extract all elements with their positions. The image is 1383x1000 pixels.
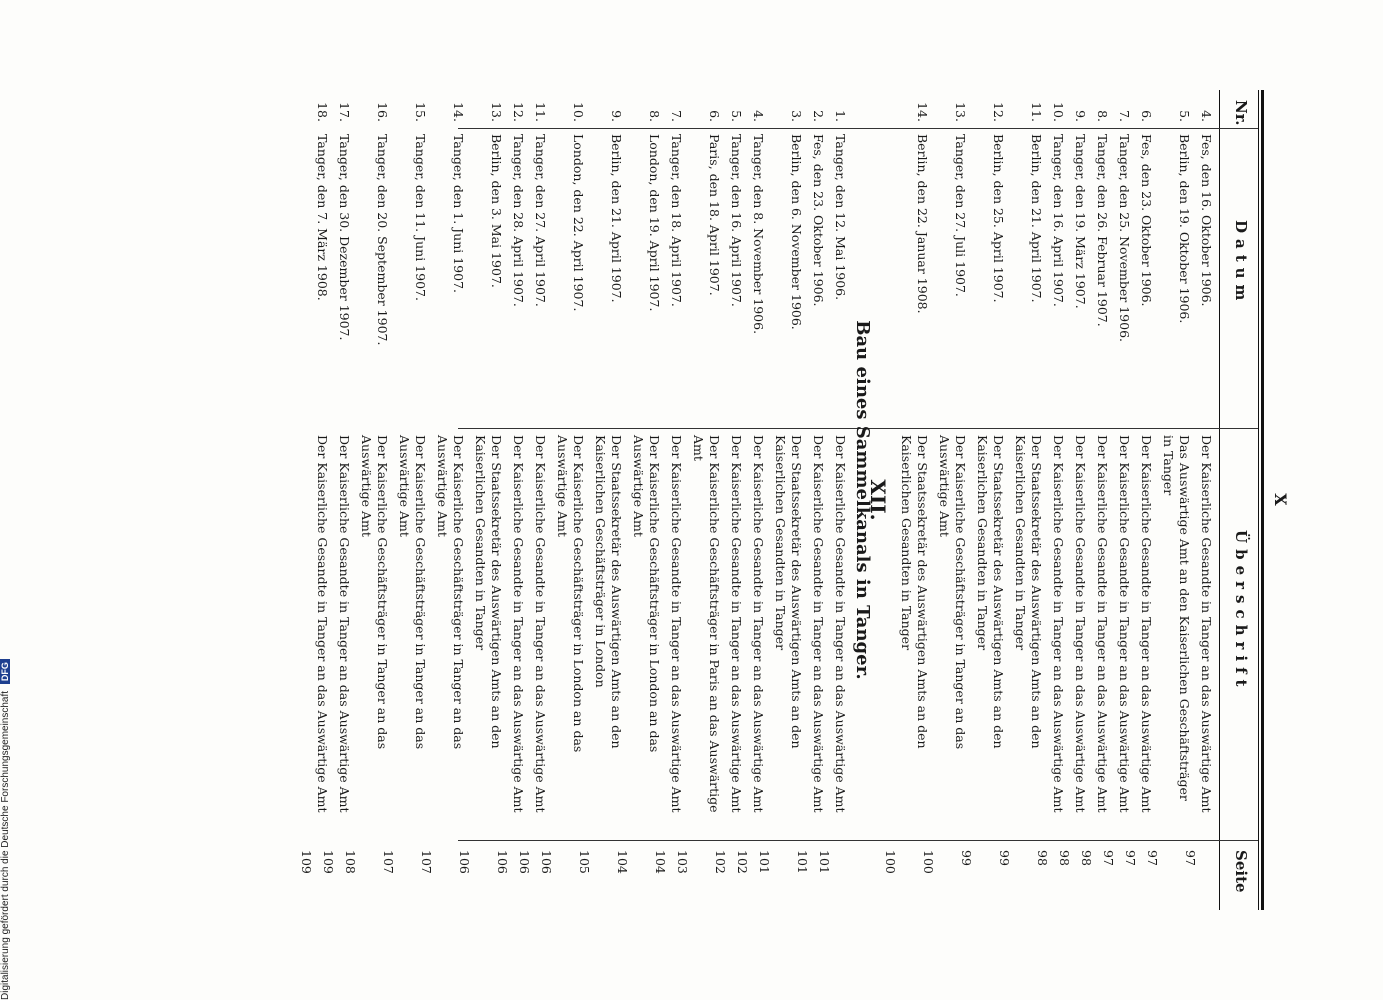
row-title: Der Kaiserliche Gesandte in Tanger an das Auswärtige Amt	[1139, 435, 1154, 813]
row-nr: 5.	[1177, 110, 1192, 122]
row-seite: 97	[1183, 850, 1198, 866]
row-seite: 97	[1123, 850, 1138, 866]
table-body	[299, 90, 1214, 910]
row-datum: Fes, den 23. Oktober 1906.	[811, 134, 826, 307]
row-nr: 17.	[337, 102, 352, 122]
section-number: XII.	[866, 479, 890, 521]
header-nr: Nr.	[1232, 100, 1250, 126]
row-datum: Berlin, den 22. Januar 1908.	[915, 134, 930, 314]
row-title: Der Kaiserliche Geschäftsträger in Tanger an das Auswärtige Amt	[937, 435, 968, 750]
row-seite: 102	[735, 850, 750, 874]
row-seite: 103	[675, 850, 690, 874]
row-seite: 106	[539, 850, 554, 874]
row-nr: 11.	[533, 102, 548, 122]
row-datum: Tanger, den 11. Juni 1907.	[413, 134, 428, 301]
header-ueberschrift: Überschrift	[1232, 530, 1250, 693]
row-datum: Berlin, den 3. Mai 1907.	[489, 134, 504, 288]
row-datum: Tanger, den 20. September 1907.	[375, 134, 390, 346]
row-datum: Tanger, den 16. April 1907.	[729, 134, 744, 307]
row-nr: 14.	[915, 102, 930, 122]
row-datum: Fes, den 23. Oktober 1906.	[1139, 134, 1154, 307]
row-title: Der Staatssekretär des Auswärtigen Amts an den Kaiserlichen Gesandten in Tanger	[899, 435, 930, 749]
row-datum: Tanger, den 27. Juli 1907.	[953, 134, 968, 297]
row-title: Der Kaiserliche Gesandte in Tanger an das Auswärtige Amt	[751, 435, 766, 813]
row-datum: Berlin, den 21. April 1907.	[1029, 134, 1044, 303]
row-datum: Berlin, den 6. November 1906.	[789, 134, 804, 330]
row-nr: 14.	[451, 102, 466, 122]
row-datum: Tanger, den 25. November 1906.	[1117, 134, 1132, 343]
row-datum: Tanger, den 26. Februar 1907.	[1095, 134, 1110, 327]
row-title: Der Kaiserliche Gesandte in Tanger an das Auswärtige Amt	[511, 435, 526, 813]
row-datum: London, den 19. April 1907.	[647, 134, 662, 312]
row-seite: 100	[921, 850, 936, 874]
row-nr: 9.	[609, 110, 624, 122]
row-seite: 105	[577, 850, 592, 874]
row-seite: 104	[615, 850, 630, 874]
row-seite: 106	[457, 850, 472, 874]
row-nr: 4.	[1199, 110, 1214, 122]
row-seite: 98	[1079, 850, 1094, 866]
row-seite: 99	[959, 850, 974, 866]
row-seite: 101	[757, 850, 772, 874]
row-nr: 8.	[1095, 110, 1110, 122]
row-title: Der Kaiserliche Gesandte in Tanger an das Auswärtige Amt	[1095, 435, 1110, 813]
row-nr: 7.	[1117, 110, 1132, 122]
row-datum: Tanger, den 1. Juni 1907.	[451, 134, 466, 294]
row-title: Der Kaiserliche Gesandte in Tanger an das Auswärtige Amt	[1073, 435, 1088, 813]
row-title: Der Kaiserliche Geschäftsträger in Tanger an das Auswärtige Amt	[359, 435, 390, 750]
row-title: Der Kaiserliche Gesandte in Tanger an das Auswärtige Amt	[337, 435, 352, 813]
page-number: X	[1271, 493, 1290, 507]
row-nr: 8.	[647, 110, 662, 122]
header-datum: Datum	[1232, 220, 1250, 307]
row-nr: 13.	[489, 102, 504, 122]
row-nr: 10.	[1051, 102, 1066, 122]
row-title: Der Kaiserliche Gesandte in Tanger an das Auswärtige Amt	[315, 435, 330, 813]
row-title: Der Kaiserliche Geschäftsträger in Tanger an das Auswärtige Amt	[397, 435, 428, 750]
credit-text: Digitalisierung gefördert durch die Deutsche Forschungsgemeinschaft	[0, 690, 11, 1000]
dfg-logo: DFG	[0, 659, 10, 684]
header-seite: Seite	[1232, 850, 1250, 893]
row-datum: Paris, den 18. April 1907.	[707, 134, 722, 296]
row-title: Der Kaiserliche Gesandte in Tanger an das Auswärtige Amt	[1051, 435, 1066, 813]
row-title: Der Staatssekretär des Auswärtigen Amts an den Kaiserlichen Gesandten in Tanger	[473, 435, 504, 749]
row-seite: 98	[1057, 850, 1072, 866]
top-rule-thin	[1258, 90, 1259, 910]
row-seite: 101	[817, 850, 832, 874]
row-nr: 6.	[1139, 110, 1154, 122]
row-title: Der Kaiserliche Geschäftsträger in Tanger an das Auswärtige Amt	[435, 435, 466, 750]
row-datum: Tanger, den 12. Mai 1906.	[833, 134, 848, 301]
row-datum: Tanger, den 19. März 1907.	[1073, 134, 1088, 309]
row-datum: Tanger, den 28. April 1907.	[511, 134, 526, 307]
row-datum: Tanger, den 16. April 1907.	[1051, 134, 1066, 307]
top-rule-thick	[1261, 90, 1264, 910]
row-title: Der Kaiserliche Gesandte in Tanger an das Auswärtige Amt	[729, 435, 744, 813]
digitization-credit	[0, 600, 11, 1000]
row-title: Der Staatssekretär des Auswärtigen Amts an den Kaiserlichen Geschäftsträger in London	[593, 435, 624, 749]
row-title: Der Kaiserliche Gesandte in Tanger an das Auswärtige Amt	[1199, 435, 1214, 813]
row-datum: Tanger, den 8. November 1906.	[751, 134, 766, 335]
row-seite: 97	[1101, 850, 1116, 866]
row-nr: 2.	[811, 110, 826, 122]
row-seite: 98	[1035, 850, 1050, 866]
row-datum: Fes, den 16. Oktober 1906.	[1199, 134, 1214, 307]
row-seite: 99	[997, 850, 1012, 866]
row-nr: 4.	[751, 110, 766, 122]
row-title: Der Kaiserliche Gesandte in Tanger an das Auswärtige Amt	[833, 435, 848, 813]
row-datum: Berlin, den 25. April 1907.	[991, 134, 1006, 303]
row-title: Der Kaiserliche Geschäftsträger in London an das Auswärtige Amt	[555, 435, 586, 753]
row-nr: 11.	[1029, 102, 1044, 122]
row-nr: 16.	[375, 102, 390, 122]
row-nr: 7.	[669, 110, 684, 122]
row-datum: Berlin, den 19. Oktober 1906.	[1177, 134, 1192, 324]
row-nr: 3.	[789, 110, 804, 122]
row-nr: 12.	[991, 102, 1006, 122]
row-nr: 12.	[511, 102, 526, 122]
row-seite: 100	[883, 850, 898, 874]
row-seite: 108	[343, 850, 358, 874]
rotated-page-content	[180, 90, 1290, 910]
row-nr: 13.	[953, 102, 968, 122]
row-seite: 107	[381, 850, 396, 874]
row-datum: London, den 22. April 1907.	[571, 134, 586, 312]
section-title: Bau eines Sammelkanals in Tanger.	[852, 320, 873, 680]
row-datum: Tanger, den 27. April 1907.	[533, 134, 548, 307]
row-title: Der Kaiserliche Gesandte in Tanger an das Auswärtige Amt	[669, 435, 684, 813]
row-nr: 1.	[833, 110, 848, 122]
row-seite: 101	[795, 850, 810, 874]
row-seite: 102	[713, 850, 728, 874]
row-seite: 107	[419, 850, 434, 874]
row-nr: 10.	[571, 102, 586, 122]
row-seite: 106	[495, 850, 510, 874]
row-seite: 109	[299, 850, 314, 874]
row-seite: 104	[653, 850, 668, 874]
row-nr: 15.	[413, 102, 428, 122]
row-title: Der Kaiserliche Gesandte in Tanger an das Auswärtige Amt	[533, 435, 548, 813]
table-row	[299, 90, 330, 910]
row-datum: Tanger, den 7. März 1908.	[315, 134, 330, 301]
table-row	[883, 90, 930, 910]
row-title: Der Kaiserliche Geschäftsträger in London an das Auswärtige Amt	[631, 435, 662, 753]
row-title: Der Staatssekretär des Auswärtigen Amts an den Kaiserlichen Gesandten in Tanger	[975, 435, 1006, 749]
row-title: Der Staatssekretär des Auswärtigen Amts an den Kaiserlichen Gesandten in Tanger	[773, 435, 804, 749]
row-seite: 109	[321, 850, 336, 874]
row-nr: 18.	[315, 102, 330, 122]
row-nr: 5.	[729, 110, 744, 122]
row-title: Der Kaiserliche Gesandte in Tanger an das Auswärtige Amt	[1117, 435, 1132, 813]
row-seite: 106	[517, 850, 532, 874]
row-title: Der Kaiserliche Gesandte in Tanger an das Auswärtige Amt	[811, 435, 826, 813]
row-seite: 97	[1145, 850, 1160, 866]
header-rule	[1219, 90, 1220, 910]
row-datum: Tanger, den 30. Dezember 1907.	[337, 134, 352, 341]
row-title: Das Auswärtige Amt an den Kaiserlichen Geschäftsträger in Tanger	[1161, 435, 1192, 801]
row-datum: Tanger, den 18. April 1907.	[669, 134, 684, 307]
row-title: Der Staatssekretär des Auswärtigen Amts an den Kaiserlichen Gesandten in Tanger	[1013, 435, 1044, 749]
table-header	[1222, 90, 1250, 910]
row-datum: Berlin, den 21. April 1907.	[609, 134, 624, 303]
row-nr: 9.	[1073, 110, 1088, 122]
row-nr: 6.	[707, 110, 722, 122]
row-title: Der Kaiserliche Geschäftsträger in Paris an das Auswärtige Amt	[691, 435, 722, 813]
